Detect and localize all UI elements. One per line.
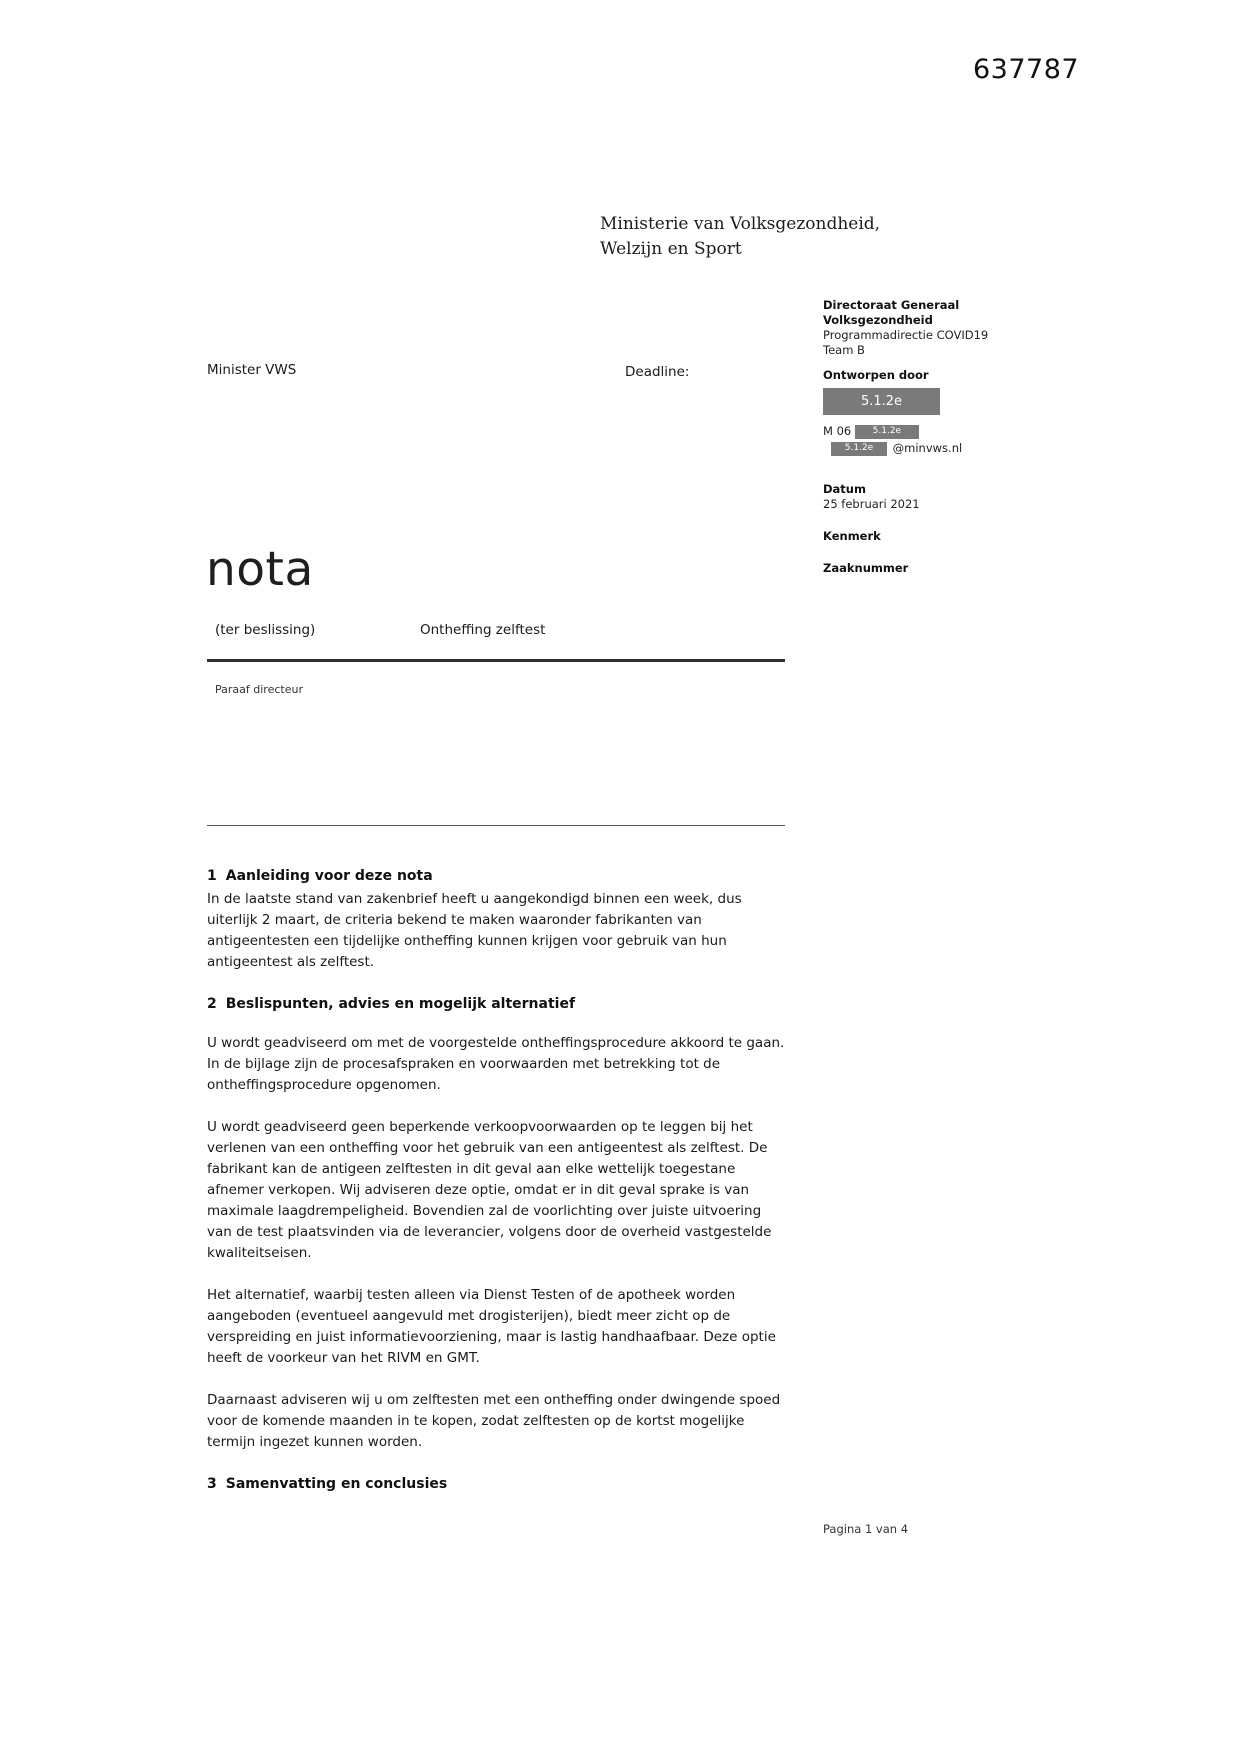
redaction-box-email: 5.1.2e — [831, 442, 887, 456]
doc-number: 637787 — [973, 54, 1080, 85]
phone-line — [823, 424, 1008, 439]
paragraph: U wordt geadviseerd geen beperkende verkoopvoorwaarden op te leggen bij het verlenen van een ontheffing voor het gebruik van een antigeentest als zelftest. De fabrikant kan de antigeen zelftesten in dit geval aan elke wettelijk toegestane afnemer verkopen. Wij adviseren deze optie, omdat er in dit geval sprake is van maximale laagdrempeligheid. Bovendien zal de voorlichting over juiste uitvoering van de test plaatsvinden via de leverancier, volgens door de overheid vastgestelde kwaliteitseisen. — [207, 1119, 772, 1261]
ministry-header — [600, 212, 880, 262]
program-line: Programmadirectie COVID19 — [823, 328, 989, 342]
document-body — [207, 866, 790, 1497]
addressee: Minister VWS — [207, 362, 297, 378]
ministry-name-line2: Welzijn en Sport — [600, 239, 742, 259]
paragraph: In de laatste stand van zakenbrief heeft u aangekondigd binnen een week, dus uiterlijk 2 maart, de criteria bekend te maken waaronder fabrikanten van antigeentesten een tijdelijke ontheffing kunnen krijgen voor gebruik van hun antigeentest als zelftest. — [207, 891, 742, 970]
paragraph: U wordt geadviseerd om met de voorgestelde ontheffingsprocedure akkoord te gaan. In de bijlage zijn de procesafspraken en voorwaarden met betrekking tot de ontheffingsprocedure opgenomen. — [207, 1035, 785, 1093]
paraaf-label: Paraaf directeur — [215, 683, 303, 696]
subject-divider — [207, 659, 785, 662]
redaction-box-phone: 5.1.2e — [855, 425, 919, 439]
nota-title: nota — [206, 542, 314, 597]
ministry-name-line1: Ministerie van Volksgezondheid, — [600, 214, 881, 234]
deadline-label: Deadline: — [625, 364, 690, 380]
section-title-text: Samenvatting en conclusies — [225, 1476, 448, 1492]
date-label: Datum — [823, 482, 866, 496]
section-number: 3 — [207, 1476, 217, 1492]
meta-column — [823, 298, 1008, 576]
paragraph: Daarnaast adviseren wij u om zelftesten met een ontheffing onder dwingende spoed voor de komende maanden in te kopen, zodat zelftesten op de kortst mogelijke termijn ingezet kunnen worden. — [207, 1392, 781, 1450]
directorate-line1: Directoraat Generaal — [823, 298, 960, 312]
section-heading-3 — [207, 1474, 790, 1495]
case-number-label: Zaaknummer — [823, 561, 909, 575]
decision-type: (ter beslissing) — [215, 622, 316, 638]
body-divider — [207, 825, 785, 826]
email-suffix: @minvws.nl — [892, 441, 963, 455]
phone-prefix: M 06 — [823, 424, 852, 438]
section-number: 2 — [207, 996, 217, 1012]
section-heading-2 — [207, 994, 790, 1015]
redaction-box-name: 5.1.2e — [823, 388, 940, 415]
team-line: Team B — [823, 343, 865, 357]
subject-title: Ontheffing zelftest — [420, 622, 546, 638]
paragraph: Het alternatief, waarbij testen alleen via Dienst Testen of de apotheek worden aangeboden (eventueel aangevuld met drogisterijen), biedt meer zicht op de verspreiding en juist informatievoorziening, maar is lastig handhaafbaar. Deze optie heeft de voorkeur van het RIVM en GMT. — [207, 1287, 776, 1366]
directorate-line2: Volksgezondheid — [823, 313, 933, 327]
section-number: 1 — [207, 868, 217, 884]
designed-by-label: Ontworpen door — [823, 368, 929, 382]
page-number: Pagina 1 van 4 — [823, 1522, 909, 1536]
section-title-text: Beslispunten, advies en mogelijk alternatief — [225, 996, 576, 1012]
date-value: 25 februari 2021 — [823, 497, 920, 511]
reference-label: Kenmerk — [823, 529, 881, 543]
email-line — [823, 441, 1008, 456]
section-title-text: Aanleiding voor deze nota — [225, 868, 433, 884]
section-heading-1 — [207, 866, 790, 887]
